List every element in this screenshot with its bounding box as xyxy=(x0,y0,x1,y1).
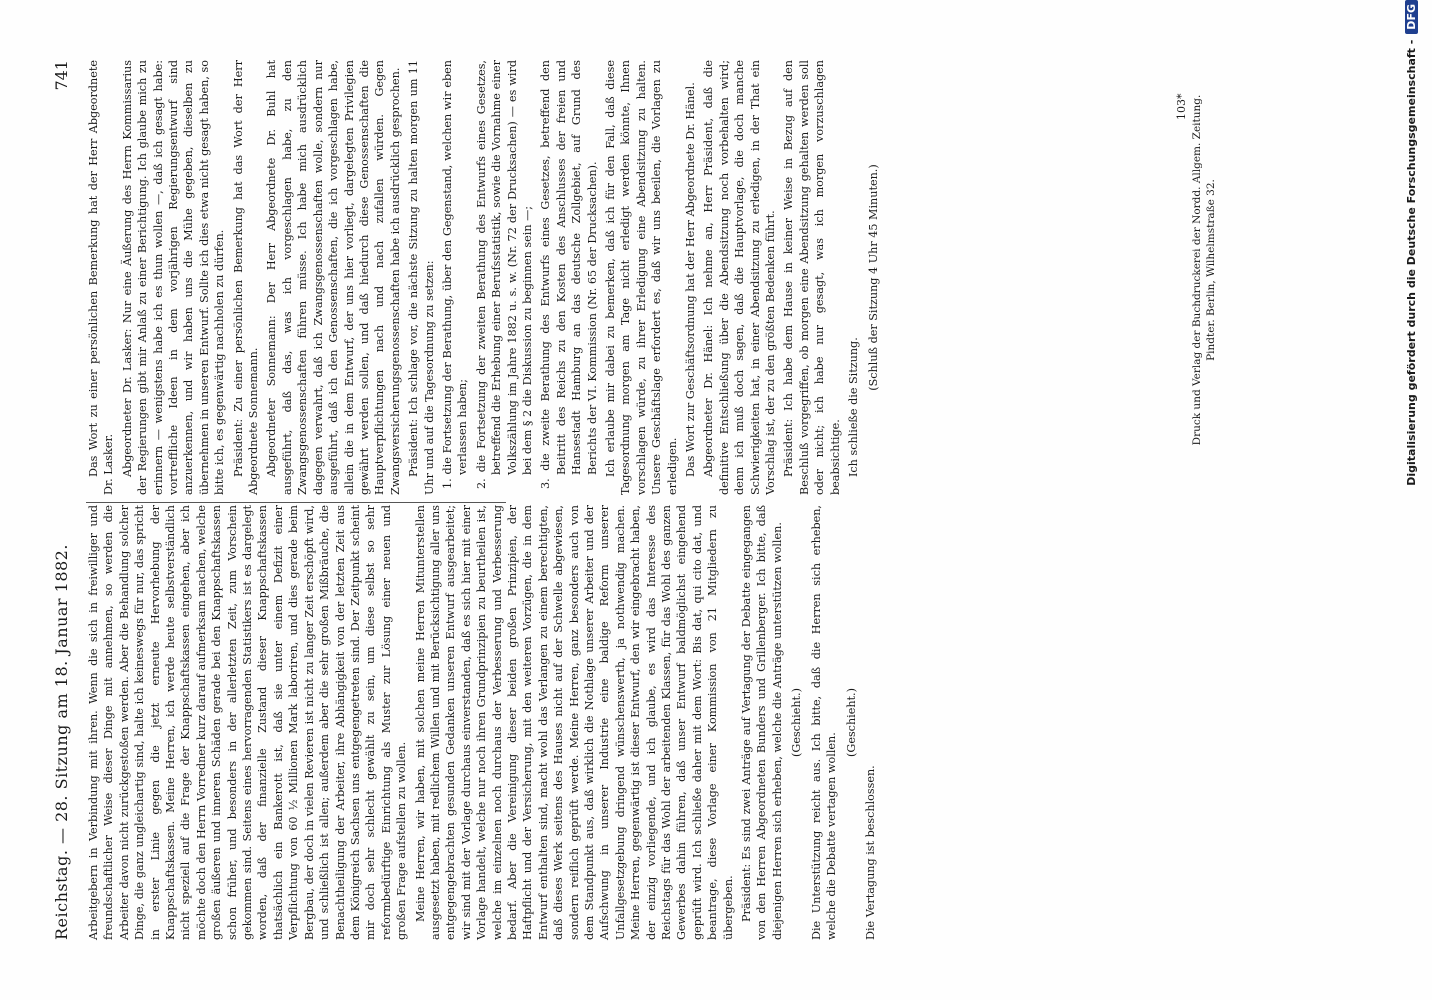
paragraph: Ich erlaube mir dabei zu bemerken, daß ich für den Fall, daß diese Tagesordnung morgen am Tage nicht erledigt werden könnte, Ihnen vorschlagen würde, zu ihrer Erledigung eine Abendsitzung zu halten. Unsere Geschäftslage erfordert es, daß wir uns beeilen, die Vorlagen zu erledigen. xyxy=(604,60,679,495)
paragraph: Das Wort zur Geschäftsordnung hat der Herr Abgeordnete Dr. Hänel. xyxy=(684,82,698,477)
running-title: Reichstag. — 28. Sitzung am 18. Januar 1882. xyxy=(52,544,71,940)
paragraph: Die Unterstützung reicht aus. Ich bitte, daß die Herren sich erheben, welche die Debatte vertagen wollen. xyxy=(809,505,839,940)
page-header xyxy=(52,60,72,940)
closing-note: (Schluß der Sitzung 4 Uhr 45 Minuten.) xyxy=(866,164,880,391)
dfg-logo: DFG xyxy=(1405,0,1418,34)
column-divider xyxy=(86,502,506,503)
paragraph: Präsident: Zu einer persönlichen Bemerkung hat das Wort der Herr Abgeordnete Sonnemann. xyxy=(231,60,261,495)
paragraph: Die Vertagung ist beschlossen. xyxy=(863,765,877,940)
paragraph: Abgeordneter Dr. Lasker: Nur eine Äußerung des Herrn Kommissarius der Regierungen gibt mir Anlaß zu einer Berichtigung. Ich glaube mich zu erinnern — wenigstens habe ich es thun wollen —, daß ich gesagt habe: vortreffliche Ideen in dem vorjährigen Regierungsentwurf sind anzuerkennen, und wir haben uns die Mühe gegeben, dieselben zu übernehmen in unseren Entwurf. Sollte ich dies etwa nicht gesagt haben, so bitte ich, es gegenwärtig nachholen zu dürfen. xyxy=(120,60,227,495)
paragraph: Arbeitgebern in Verbindung mit ihren. Wenn die sich in freiwilliger und freundschaftlicher Weise dieser Dinge mit annehmen, so werden die Arbeiter davon nicht zurückgestoßen werden. Aber die Behandlung solcher Dinge, die ganz ungleichartig sind, halte ich keineswegs für nur, das spricht in erster Linie gegen die jetzt erneute Hervorhebung der Knappschaftskassen. Meine Herren, ich werde heute selbstverständlich nicht speziell auf die Frage der Knappschaftskassen eingehen, aber ich möchte doch den Herrn Vorredner kurz darauf aufmerksam machen, welche großen äußeren und inneren Schäden gerade bei den Knappschaftskassen schon früher, und besonders in der allerletzten Zeit, zum Vorschein gekommen sind. Seitens eines hervorragenden Statistikers ist es dargelegt worden, daß der finanzielle Zustand dieser Knappschaftskassen thatsächlich ein Bankerott ist, daß sie unter einem Defizit einer Verpflichtung von 60 ½ Millionen Mark laboriren, und dies gerade beim Bergbau, der doch in vielen Revieren ist nicht zu langer Zeit erschöpft wird, und schließlich ist allen; außerdem aber die sehr großen Mißbräuche, die Benachtheiligung der Arbeiter, ihre Abhängigkeit von der letzten Zeit aus dem Königreich Sachsen uns entgegengetreten sind. Der Zeitpunkt scheint mir doch sehr schlecht gewählt zu sein, um diese selbst so sehr reformbedürftige Einrichtung als Muster zur Lösung einer neuen und großen Frage aufstellen zu wollen. xyxy=(87,505,409,940)
paragraph: Präsident: Ich habe dem Hause in keiner Weise in Bezug auf den Beschluß vorgegriffen, ob morgen eine Abendsitzung gehalten werden soll oder nicht; ich habe nur gesagt, was ich morgen vorzuschlagen beabsichtige. xyxy=(782,60,842,495)
page-number: 741 xyxy=(52,60,71,91)
paragraph: Abgeordneter Sonnemann: Der Herr Abgeordnete Dr. Buhl hat ausgeführt, daß das, was ich vorgeschlagen habe, zu den Zwangsgenossenschaften führen müsse. Ich habe mich ausdrücklich dagegen verwahrt, daß ich Zwangsgenossenschaften wolle, sondern nur ausgeführt, daß ich den Genossenschaften, die ich vorgeschlagen habe, allein die in dem Entwurf, der uns hier vorliegt, dargelegten Privilegien gewährt werden sollen, und daß hiedurch diese Genossenschaften die Hauptverpflichtungen nach und nach zufallen würden. Gegen Zwangsversicherungsgenossenschaften habe ich ausdrücklich gesprochen. xyxy=(265,60,402,495)
right-column xyxy=(86,60,885,495)
paragraph: Meine Herren, wir haben, mit solchen meine Herren Mitunterstellen ausgesetzt haben, mit redlichem Willen und mit Berücksichtigung aller uns entgegengebrachten gesunden Gedanken unseren Entwurf ausgearbeitet; wir sind mit der Vorlage durchaus einverstanden, daß es sich hier mit einer Vorlage handelt, welche nur noch ihren Grundprinzipien zu beurtheilen ist, welche im einzelnen noch durchaus der Verbesserung und Verbesserung bedarf. Aber die Vereinigung dieser beiden großen Prinzipien, der Haftpflicht und der Versicherung, mit den weiteren Vorzügen, die in dem Entwurf enthalten sind, macht wohl das Verlangen zu einem berechtigten, daß dieses Werk seitens des Hauses nicht auf der Schwelle abgewiesen, sondern reiflich geprüft werde. Meine Herren, ganz besonders auch von dem Standpunkt aus, daß wirklich die Nothlage unserer Arbeiter und der Aufschwung in unserer Industrie eine baldige Reform unserer Unfallgesetzgebung dringend wünschenswerth, ja nothwendig machen. Meine Herren, gegenwärtig ist dieser Entwurf, den wir eingebracht haben, der einzig vorliegende, und ich glaube, es wird das Interesse des Reichstags für das Wohl der arbeitenden Klassen, für das Wohl des ganzen Gewerbes dahin führen, daß unser Entwurf baldmöglichst eingehend geprüft wird. Ich schließe daher mit dem Wort: Bis dat, qui cito dat, und beantrage, diese Vorlage einer Kommission von 21 Mitgliedern zu übergeben. xyxy=(413,505,735,940)
left-column xyxy=(86,505,881,940)
agenda-item: 1. die Fortsetzung der Berathung, über den Gegenstand, welchen wir eben verlassen haben; xyxy=(440,60,470,489)
paragraph-president: Präsident: Es sind zwei Anträge auf Vertagung der Debatte eingegangen von den Herren Abgeordneten Bunders und Grillenberger. Ich bitte, daß diejenigen Herren sich erheben, welche die Anträge unterstützen wollen. xyxy=(740,505,784,940)
paragraph: Das Wort zu einer persönlichen Bemerkung hat der Herr Abgeordnete Dr. Lasker. xyxy=(87,60,116,495)
paragraph: Ich schließe die Sitzung. xyxy=(847,337,861,477)
paragraph: Präsident: Ich schlage vor, die nächste Sitzung zu halten morgen um 11 Uhr und auf die Tagesordnung zu setzen: xyxy=(407,60,436,495)
agenda-item: 2. die Fortsetzung der zweiten Berathung des Entwurfs eines Gesetzes, betreffend die Erhebung einer Berufsstatistik, sowie die Vornahme einer Volkszählung im Jahre 1882 u. s. w. (Nr. 72 der Drucksachen) — es wird bei dem § 2 die Diskussion zu beginnen sein —; xyxy=(474,60,534,489)
signature-mark: 103* xyxy=(1175,93,1188,120)
imprint: Druck und Verlag der Buchdruckerei der Nordd. Allgem. Zeitung. Pindter. Berlin, Wilhelmstraße 32. xyxy=(1191,94,1217,446)
digitization-note xyxy=(1405,0,1418,1000)
digitization-text: Digitalisierung gefördert durch die Deutsche Forschungsgemeinschaft - xyxy=(1405,39,1418,486)
paragraph: Abgeordneter Dr. Hänel: Ich nehme an, Herr Präsident, daß die definitive Entschließung über die Abendsitzung noch vorbehalten wird; denn ich muß doch sagen, daß die Hauptvorlage, die doch manche Schwierigkeiten hat, in einer Abendsitzung zu erledigen, in der That ein Vorschlag ist, der zu den größten Bedenken führt. xyxy=(702,60,778,495)
agenda-item: 3. die zweite Berathung des Entwurfs eines Gesetzes, betreffend den Beitritt des Reichs zu den Kosten des Anschlusses der freien und Hansestadt Hamburg an das deutsche Zollgebiet, auf Grund des Berichts der VI. Kommission (Nr. 65 der Drucksachen). xyxy=(539,60,599,489)
stage-direction: (Geschieht.) xyxy=(790,688,804,757)
stage-direction: (Geschieht.) xyxy=(844,688,858,757)
